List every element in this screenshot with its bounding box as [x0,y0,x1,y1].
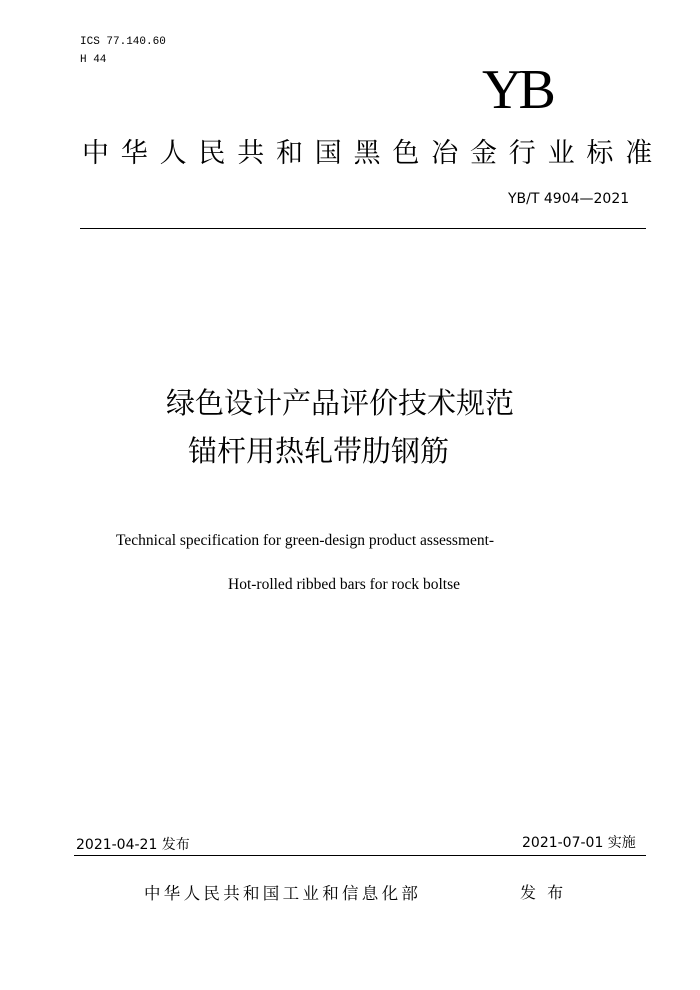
standard-number: YB/T 4904—2021 [508,191,630,207]
issue-word: 发 布 [520,883,567,902]
title-en-line1: Technical specification for green-design product assessment- [116,532,495,549]
title-en-line2: Hot-rolled ribbed bars for rock boltse [228,576,461,593]
yb-logo: YB [482,59,552,121]
issuing-authority: 中华人民共和国工业和信息化部 [144,884,422,903]
classification-code: H 44 [80,54,107,66]
title-cn-line1: 绿色设计产品评价技术规范 [166,386,515,420]
footer-divider [74,855,646,856]
ics-code: ICS 77.140.60 [80,36,166,48]
implement-date: 2021-07-01 实施 [522,835,636,851]
standard-type-title: 中华人民共和国黑色冶金行业标准 [82,138,664,169]
title-cn-line2: 锚杆用热轧带肋钢筋 [188,434,450,468]
issue-date: 2021-04-21 发布 [76,837,190,853]
header-divider [80,228,646,229]
